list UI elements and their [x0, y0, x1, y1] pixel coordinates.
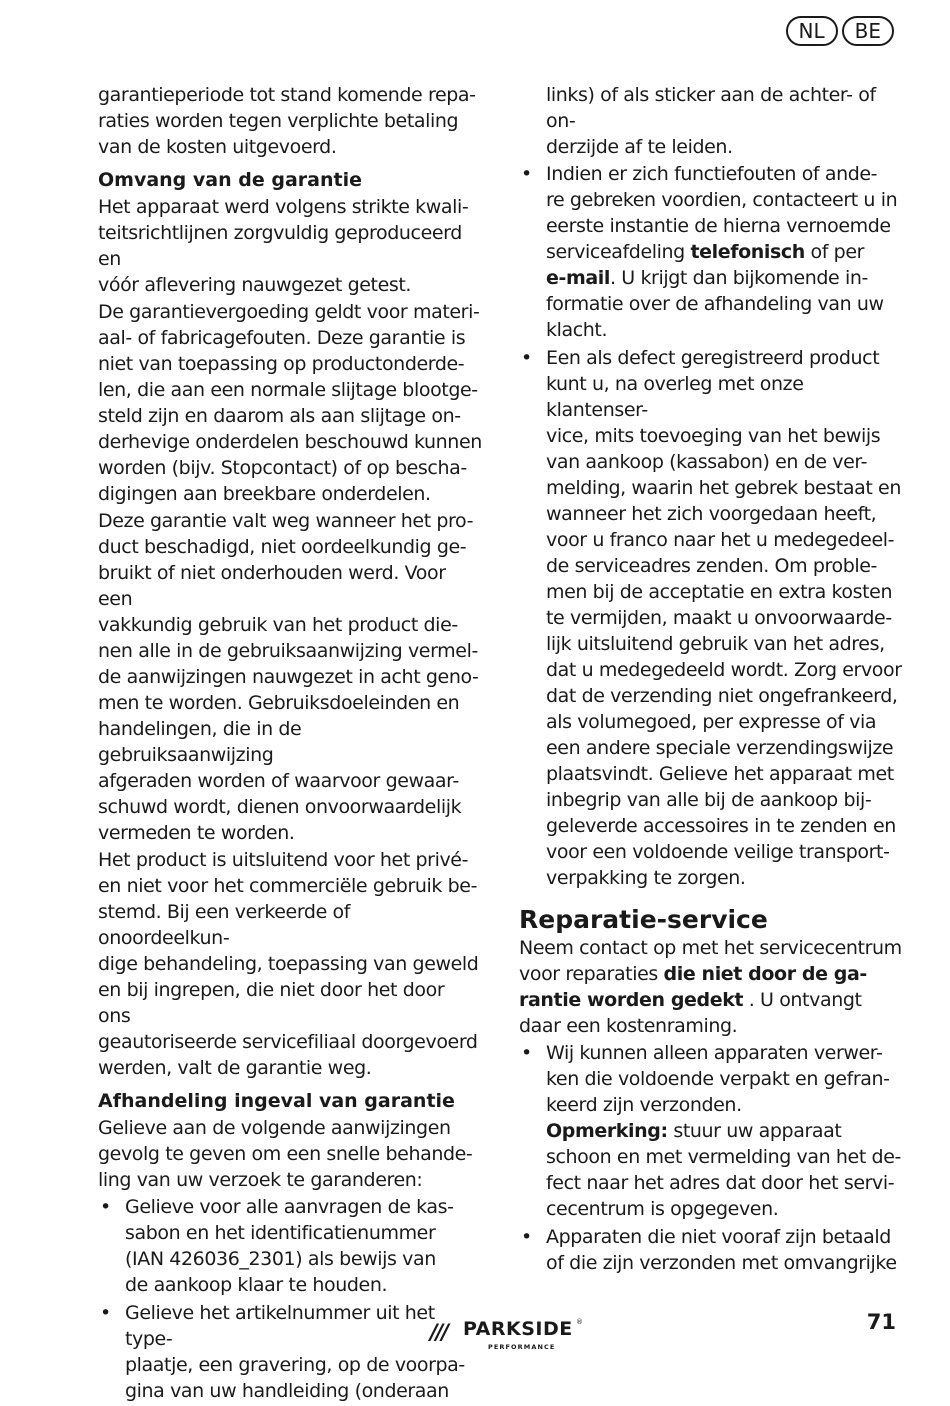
text-line: handelingen, die in de gebruiksaanwijzing	[98, 718, 302, 766]
bullet-icon: •	[521, 347, 532, 369]
bullet-icon: •	[521, 163, 532, 185]
text-line: de aankoop klaar te houden.	[125, 1274, 388, 1296]
text-line: klacht.	[546, 319, 608, 341]
text-line: Gelieve aan de volgende aanwijzingen	[98, 1117, 451, 1139]
text-line: re gebreken voordien, contacteert u in	[546, 189, 898, 211]
text-line: garantieperiode tot stand komende repa-	[98, 84, 476, 106]
text-line: eerste instantie de hierna vernoemde	[546, 215, 891, 237]
right-column	[519, 82, 903, 1278]
text-line: steld zijn en daarom als aan slijtage on-	[98, 405, 461, 427]
heading-repair-service: Reparatie-service	[519, 905, 768, 934]
logo-slashes-icon: ///	[430, 1320, 448, 1344]
text-line: Het apparaat werd volgens strikte kwali-	[98, 196, 469, 218]
text-line: vóór aflevering nauwgezet getest.	[98, 274, 412, 296]
text-line: of die zijn verzonden met omvangrijke	[546, 1252, 897, 1274]
text-line: len, die aan een normale slijtage blootge-	[98, 379, 478, 401]
repair-list	[519, 1040, 903, 1276]
text-line: lijk uitsluitend gebruik van het adres,	[546, 633, 885, 655]
text-run: stuur uw apparaat	[667, 1120, 842, 1142]
logo-brand: PARKSIDE	[463, 1318, 573, 1340]
text-line: nen alle in de gebruiksaanwijzing vermel-	[98, 640, 478, 662]
text-line: raties worden tegen verplichte betaling	[98, 110, 459, 132]
text-line: en bij ingrepen, die niet door het door ons	[98, 979, 445, 1027]
text-line: cecentrum is opgegeven.	[546, 1198, 779, 1220]
text-line: Indien er zich functiefouten of ande-	[546, 163, 878, 185]
text-line: niet van toepassing op productonderde-	[98, 353, 465, 375]
logo-registered-mark: ®	[576, 1318, 583, 1326]
text-line: kunt u, na overleg met onze klantenser-	[546, 373, 804, 421]
text-line: te vermijden, maakt u onvoorwaarde-	[546, 607, 892, 629]
text-line	[546, 239, 903, 265]
text-run: serviceafdeling	[546, 241, 691, 263]
text-line: sabon en het identificatienummer	[125, 1222, 436, 1244]
bullet-icon: •	[100, 1196, 111, 1218]
language-badge-be: BE	[842, 16, 894, 46]
bold-run: die niet door de ga-	[663, 963, 867, 985]
text-line: vakkundig gebruik van het product die-	[98, 614, 458, 636]
page-number: 71	[866, 1310, 896, 1334]
text-line: inbegrip van alle bij de aankoop bij-	[546, 789, 872, 811]
repair-paragraph	[519, 935, 903, 1039]
text-line: gevolg te geven om een snelle behande-	[98, 1143, 473, 1165]
text-line: gina van uw handleiding (onderaan	[125, 1380, 449, 1402]
text-line	[546, 265, 903, 291]
logo-subline: PERFORMANCE	[488, 1343, 556, 1351]
bullet-icon: •	[521, 1042, 532, 1064]
text-line: plaatsvindt. Gelieve het apparaat met	[546, 763, 894, 785]
language-badge-nl: NL	[786, 16, 838, 46]
text-line: de serviceadres zenden. Om proble-	[546, 555, 878, 577]
text-line: links) of als sticker aan de achter- of on-	[546, 84, 876, 132]
text-line: digingen aan breekbare onderdelen.	[98, 483, 431, 505]
text-line: geleverde accessoires in te zenden en	[546, 815, 896, 837]
list-item	[519, 1040, 903, 1222]
text-line: vice, mits toevoeging van het bewijs	[546, 425, 881, 447]
text-line: teitsrichtlijnen zorgvuldig geproduceerd en	[98, 222, 462, 270]
text-line: dige behandeling, toepassing van geweld	[98, 953, 479, 975]
text-line: afgeraden worden of waarvoor gewaar-	[98, 770, 459, 792]
text-line: Gelieve voor alle aanvragen de kas-	[125, 1196, 454, 1218]
text-line: dat u medegedeeld wordt. Zorg ervoor	[546, 659, 902, 681]
text-line: van de kosten uitgevoerd.	[98, 136, 337, 158]
bold-phone: telefonisch	[690, 241, 805, 263]
scope-paragraph-2	[98, 299, 482, 507]
left-column	[98, 82, 482, 1406]
text-run: of per	[804, 241, 865, 263]
text-line: duct beschadigd, niet oordeelkundig ge-	[98, 536, 467, 558]
text-line: melding, waarin het gebrek bestaat en	[546, 477, 901, 499]
text-line: en niet voor het commerciële gebruik be-	[98, 875, 478, 897]
text-line: dat de verzending niet ongefrankeerd,	[546, 685, 898, 707]
text-line: voor een voldoende veilige transport-	[546, 841, 890, 863]
list-item	[98, 1300, 482, 1404]
bold-email: e-mail	[546, 267, 611, 289]
list-item	[98, 1194, 482, 1298]
text-run: voor reparaties	[519, 963, 664, 985]
text-line: derzijde af te leiden.	[546, 136, 733, 158]
scope-paragraph-4	[98, 847, 482, 1081]
text-line: worden (bijv. Stopcontact) of op bescha-	[98, 457, 467, 479]
heading-scope: Omvang van de garantie	[98, 169, 362, 191]
text-line: formatie over de afhandeling van uw	[546, 293, 884, 315]
continued-item	[519, 82, 903, 160]
list-item	[519, 345, 903, 891]
text-line: daar een kostenraming.	[519, 1015, 738, 1037]
text-line: (IAN 426036_2301) als bewijs van	[125, 1248, 436, 1270]
list-item	[519, 1224, 903, 1276]
text-line: geautoriseerde servicefiliaal doorgevoerd	[98, 1031, 478, 1053]
parkside-logo	[430, 1318, 582, 1352]
text-line: van aankoop (kassabon) en de ver-	[546, 451, 868, 473]
text-run: . U krijgt dan bijkomende in-	[610, 267, 868, 289]
text-line: vermeden te worden.	[98, 822, 295, 844]
text-line: Wij kunnen alleen apparaten verwer-	[546, 1042, 883, 1064]
handling-paragraph	[98, 1115, 482, 1193]
text-line: een andere speciale verzendingswijze	[546, 737, 894, 759]
handling-list	[98, 1194, 482, 1404]
text-line: Deze garantie valt weg wanneer het pro-	[98, 510, 474, 532]
text-line: ken die voldoende verpakt en gefran-	[546, 1068, 890, 1090]
text-run: . U ontvangt	[743, 989, 862, 1011]
text-line: plaatje, een gravering, op de voorpa-	[125, 1354, 465, 1376]
list-item	[519, 161, 903, 343]
text-line: stemd. Bij een verkeerde of onoordeelkun-	[98, 901, 351, 949]
text-line: werden, valt de garantie weg.	[98, 1057, 372, 1079]
text-line: ling van uw verzoek te garanderen:	[98, 1169, 423, 1191]
text-line: fect naar het adres dat door het servi-	[546, 1172, 895, 1194]
intro-paragraph	[98, 82, 482, 160]
text-line: voor u franco naar het u medegedeel-	[546, 529, 895, 551]
text-line: de aanwijzingen nauwgezet in acht geno-	[98, 666, 479, 688]
text-line: Apparaten die niet vooraf zijn betaald	[546, 1226, 891, 1248]
text-line: Een als defect geregistreerd product	[546, 347, 880, 369]
text-line: men bij de acceptatie en extra kosten	[546, 581, 893, 603]
text-line: men te worden. Gebruiksdoeleinden en	[98, 692, 460, 714]
text-line: schoon en met vermelding van het de-	[546, 1146, 901, 1168]
text-line: wanneer het zich voorgedaan heeft,	[546, 503, 877, 525]
text-line: Neem contact op met het servicecentrum	[519, 937, 902, 959]
text-line	[519, 961, 903, 987]
text-line: bruikt of niet onderhouden werd. Voor een	[98, 562, 446, 610]
bullet-icon: •	[521, 1226, 532, 1248]
heading-handling: Afhandeling ingeval van garantie	[98, 1090, 455, 1112]
handling-list-continued	[519, 161, 903, 891]
text-line: derhevige onderdelen beschouwd kunnen	[98, 431, 482, 453]
bullet-icon: •	[100, 1302, 111, 1324]
text-line: als volumegoed, per expresse of via	[546, 711, 877, 733]
text-line: schuwd wordt, dienen onvoorwaardelijk	[98, 796, 462, 818]
text-line: De garantievergoeding geldt voor materi-	[98, 301, 480, 323]
text-line: aal- of fabricagefouten. Deze garantie is	[98, 327, 466, 349]
text-line: verpakking te zorgen.	[546, 867, 746, 889]
text-line: Gelieve het artikelnummer uit het type-	[125, 1302, 435, 1350]
scope-paragraph-1	[98, 194, 482, 298]
scope-paragraph-3	[98, 508, 482, 846]
text-line: Het product is uitsluitend voor het privé-	[98, 849, 469, 871]
text-line	[546, 1118, 903, 1144]
note-label: Opmerking:	[546, 1120, 668, 1142]
language-badges	[786, 16, 894, 46]
text-line: keerd zijn verzonden.	[546, 1094, 742, 1116]
text-line	[519, 987, 903, 1013]
bold-run: rantie worden gedekt	[519, 989, 744, 1011]
